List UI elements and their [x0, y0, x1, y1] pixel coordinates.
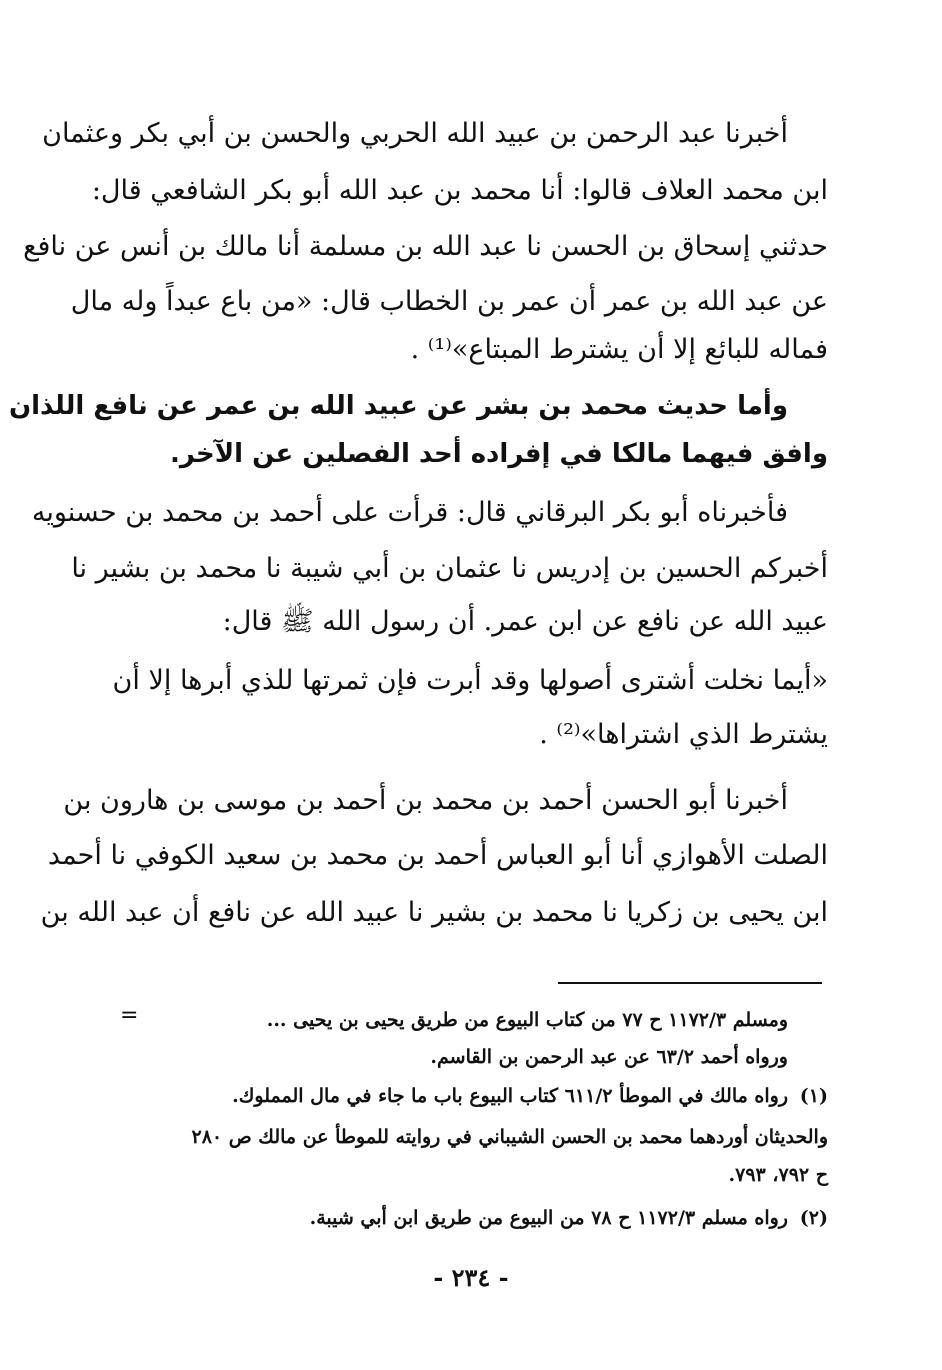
footnote-separator — [558, 982, 822, 984]
quote-line-1: «أيما نخلت أشترى أصولها وقد أبرت فإن ثمرتها للذي أبرها إلا أن — [112, 665, 828, 696]
footnote-1-text: رواه مالك في الموطأ ٦١١/٢ كتاب البيوع باب ما جاء في مال المملوك. — [232, 1085, 788, 1107]
para3-line-2: الصلت الأهوازي أنا أبو العباس أحمد بن محمد بن سعيد الكوفي نا أحمد — [47, 840, 828, 871]
footnote-continuation-line-2: ورواه أحمد ٦٣/٢ عن عبد الرحمن بن القاسم. — [430, 1046, 788, 1068]
para1-line-2: ابن محمد العلاف قالوا: أنا محمد بن عبد الله أبو بكر الشافعي قال: — [91, 175, 828, 206]
footnote-continuation-mark: = — [120, 1003, 139, 1028]
para1-line-3: حدثني إسحاق بن الحسن نا عبد الله بن مسلمة أنا مالك بن أنس عن نافع — [23, 231, 828, 262]
section-heading-line-1: وأما حديث محمد بن بشر عن عبيد الله بن عمر عن نافع اللذان — [8, 391, 788, 421]
footnote-1-line-3: ح ٧٩٢، ٧٩٣. — [728, 1164, 828, 1186]
section-heading-line-2: وافق فيهما مالكا في إفراده أحد الفصلين عن الآخر. — [169, 439, 828, 469]
para2-line-1: فأخبرناه أبو بكر البرقاني قال: قرأت على أحمد بن محمد بن حسنويه — [31, 497, 788, 528]
para2-line-2: أخبركم الحسين بن إدريس نا عثمان بن أبي شيبة نا محمد بن بشير نا — [71, 553, 828, 584]
footnote-1-marker: (١) — [799, 1085, 828, 1107]
page-number: - ٢٣٤ - — [433, 1263, 509, 1292]
para2-line-3: عبيد الله عن نافع عن ابن عمر. أن رسول الله ﷺ قال: — [222, 606, 828, 637]
para3-line-1: أخبرنا أبو الحسن أحمد بن محمد بن أحمد بن موسى بن هارون بن — [63, 785, 788, 816]
para1-line-1: أخبرنا عبد الرحمن بن عبيد الله الحربي والحسن بن أبي بكر وعثمان — [42, 118, 788, 149]
footnote-1-line-2: والحديثان أوردهما محمد بن الحسن الشيباني في روايته للموطأ عن مالك ص ٢٨٠ — [191, 1126, 828, 1148]
footnote-2-text: رواه مسلم ١١٧٢/٣ ح ٧٨ من البيوع من طريق ابن أبي شيبة. — [309, 1207, 788, 1229]
footnote-2-marker: (٢) — [799, 1207, 828, 1229]
footnote-continuation-line-1: ومسلم ١١٧٢/٣ ح ٧٧ من كتاب البيوع من طريق يحيى بن يحيى ... — [266, 1009, 788, 1031]
para1-line-4: عن عبد الله بن عمر أن عمر بن الخطاب قال: «من باع عبداً وله مال — [70, 286, 828, 317]
footnote-2-line-1 — [116, 1203, 828, 1233]
para3-line-3: ابن يحيى بن زكريا نا محمد بن بشير نا عبيد الله عن نافع أن عبد الله بن — [40, 897, 828, 928]
quote-line-2: يشترط الذي اشتراها»⁽²⁾ . — [539, 719, 828, 750]
para1-line-5: فماله للبائع إلا أن يشترط المبتاع»⁽¹⁾ . — [410, 334, 828, 365]
footnote-1-line-1 — [116, 1081, 828, 1111]
